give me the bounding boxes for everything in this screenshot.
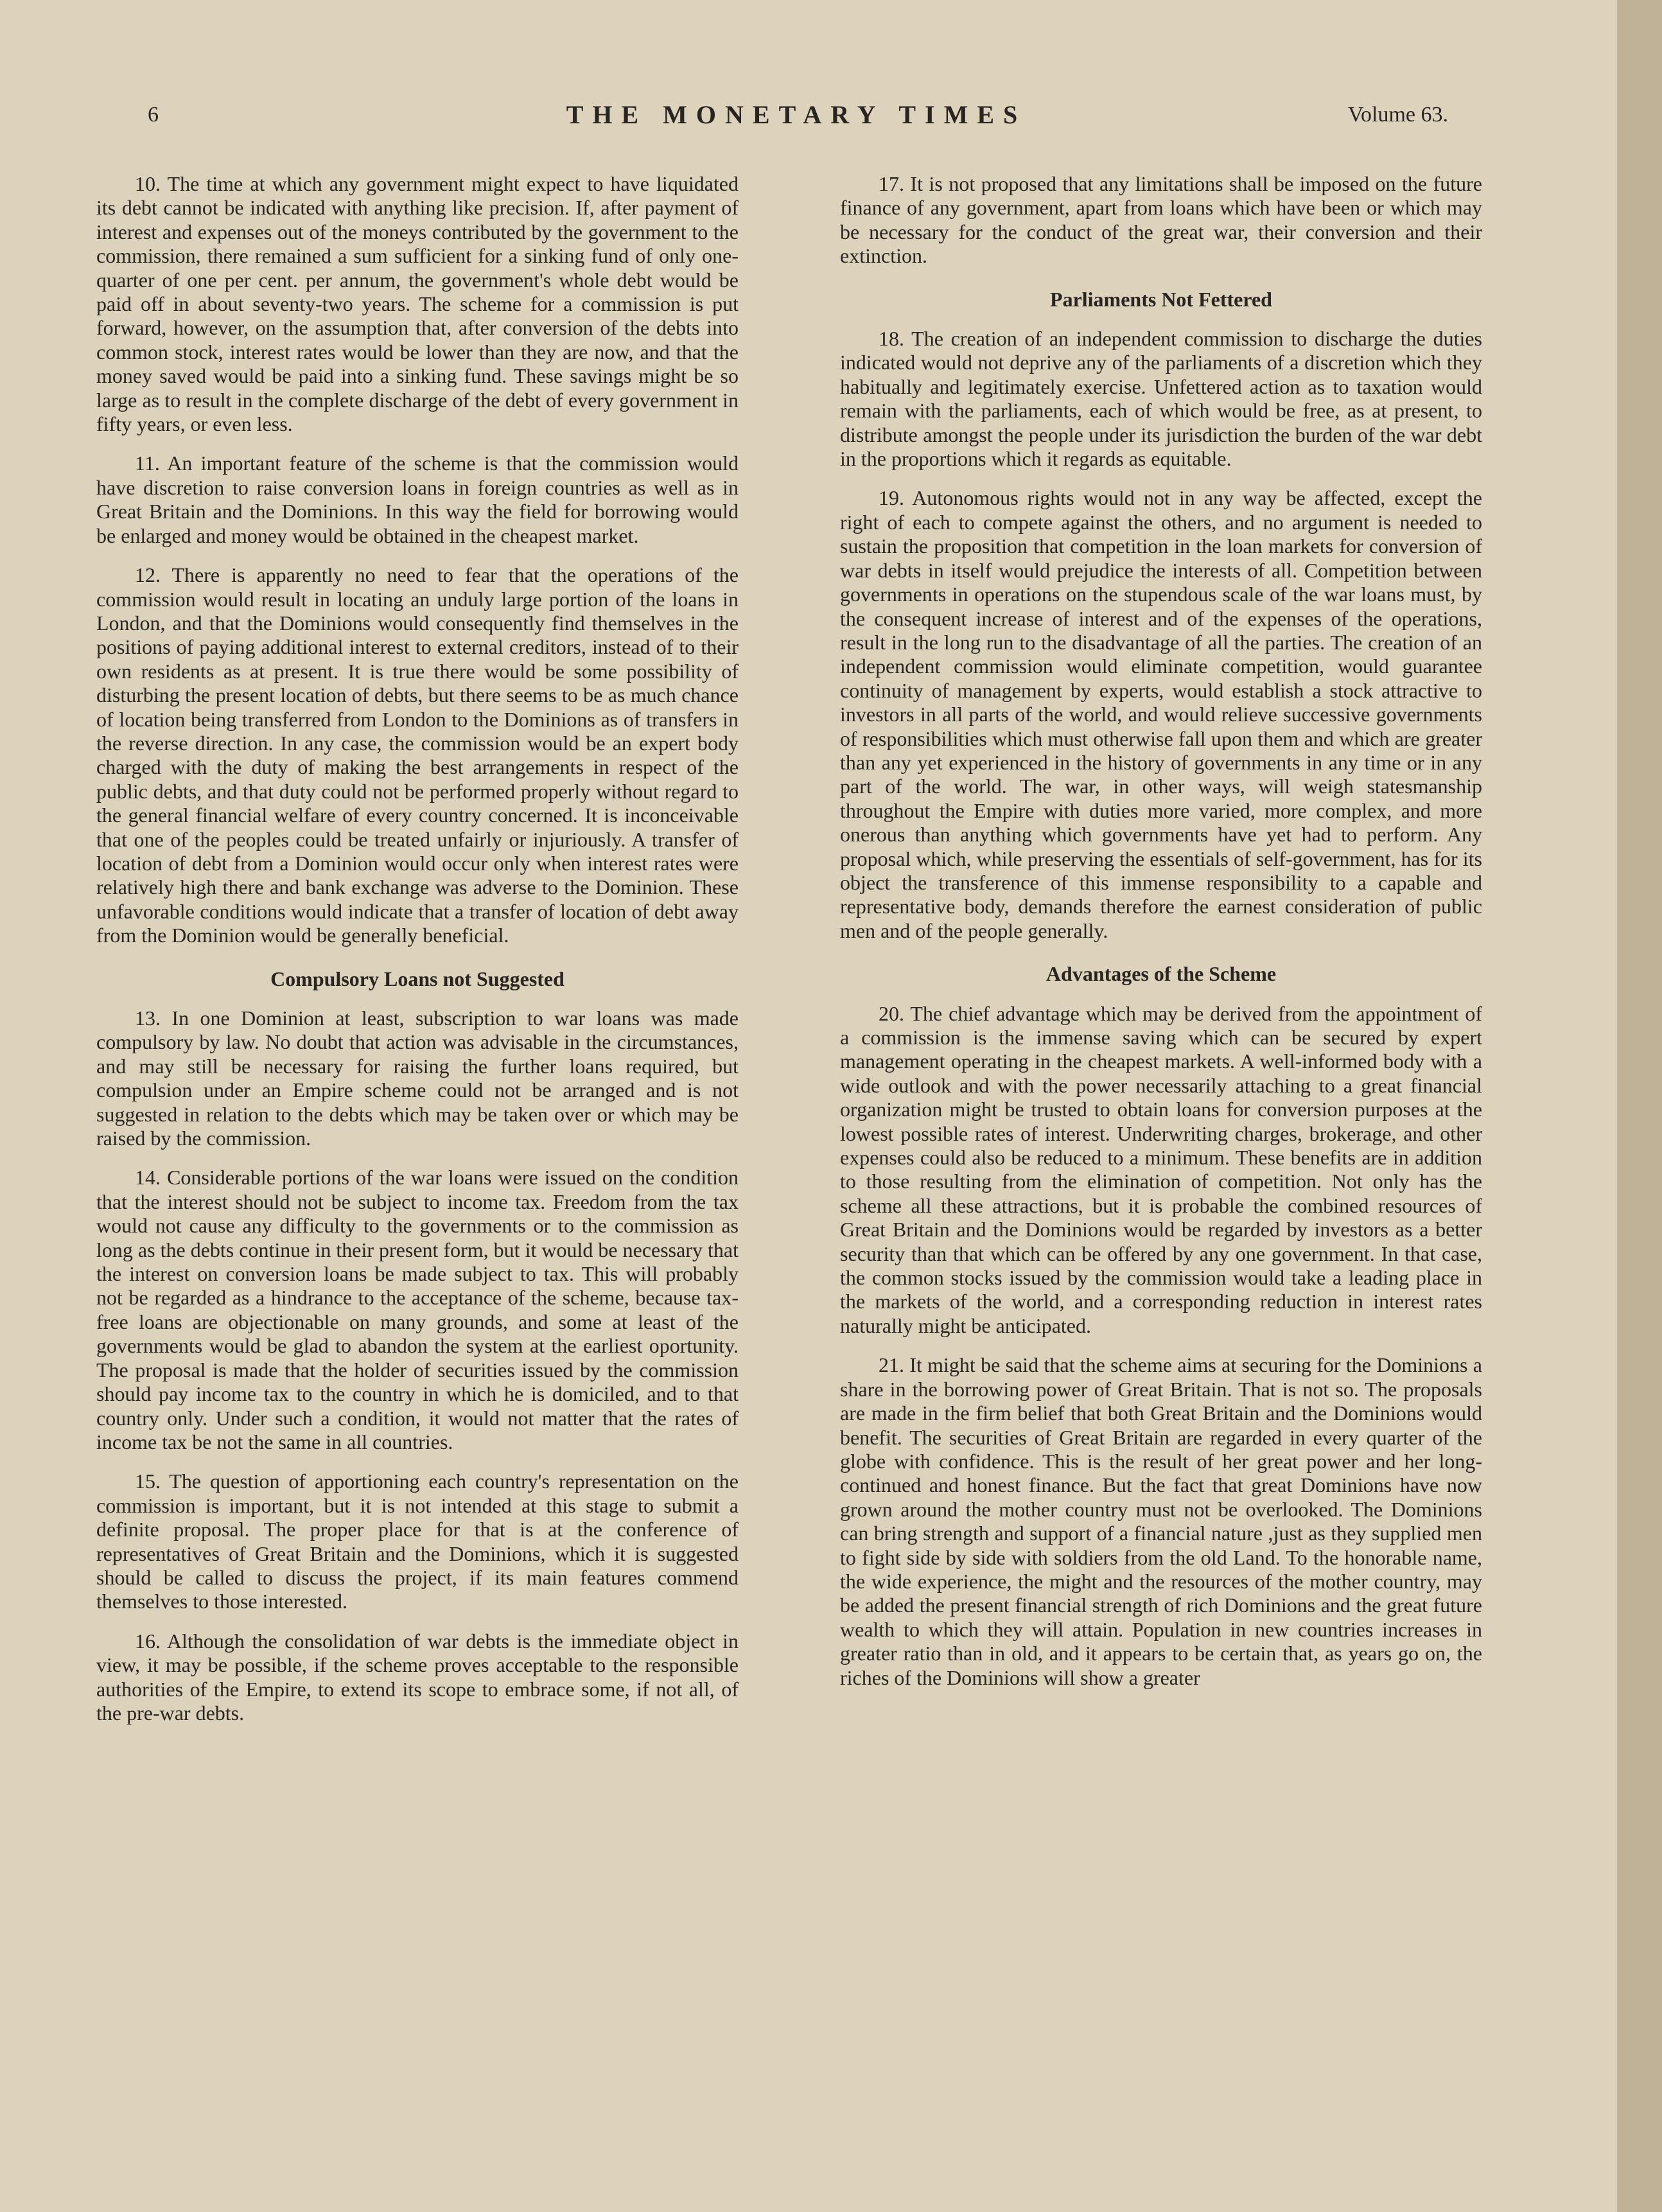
left-column: [96, 172, 739, 1741]
paragraph-21: 21. It might be said that the scheme aims at securing for the Dominions a share in the borrowing power of Great Britain. That is not so. The proposals are made in the firm belief that both Great Britain and the Dominions would benefit. The securities of Great Britain are regarded in every quarter of the globe with confidence. This is the result of her great power and her long-continued and honest finance. But the fact that great Dominions have now grown around the mother country must not be overlooked. The Dominions can bring strength and support of a financial nature ,just as they supplied men to fight side by side with soldiers from the old Land. To the honorable name, the wide experience, the might and the resources of the mother country, may be added the present financial strength of rich Dominions and the great future wealth to which they will attain. Population in new countries increases in greater ratio than in old, and it appears to be certain that, as years go on, the riches of the Dominions will show a greater: [840, 1353, 1482, 1689]
right-column: [840, 172, 1482, 1705]
paragraph-14: 14. Considerable portions of the war loans were issued on the condition that the interest should not be subject to income tax. Freedom from the tax would not cause any difficulty to the governments or to the commission as long as the debts continue in their present form, but it would be necessary that the interest on conversion loans be made subject to tax. This will probably not be regarded as a hindrance to the acceptance of the scheme, because tax-free loans are objectionable on many grounds, and some at least of the governments would be glad to abandon the system at the earliest oportunity. The proposal is made that the holder of securities issued by the commission should pay income tax to the country in which he is domiciled, and to that country only. Under such a condition, it would not matter that the rates of income tax be not the same in all countries.: [96, 1166, 739, 1453]
publication-title: THE MONETARY TIMES: [566, 100, 1027, 129]
paragraph-18: 18. The creation of an independent commission to discharge the duties indicated would not deprive any of the parliaments of a discretion which they habitually and legitimately exercise. Unfettered action as to taxation would remain with the parliaments, each of which would be free, as at present, to distribute amongst the people under its jurisdiction the burden of the war debt in the proportions which it regards as equitable.: [840, 327, 1482, 471]
page-number: 6: [148, 103, 159, 127]
paragraph-12: 12. There is apparently no need to fear that the operations of the commission would result in locating an unduly large portion of the loans in London, and that the Dominions would consequently find themselves in the positions of paying additional interest to external creditors, instead of to their own residents as at present. It is true there would be some possibility of disturbing the present location of debts, but there seems to be as much chance of location being transferred from London to the Dominions as of transfers in the reverse direction. In any case, the commission would be an expert body charged with the duty of making the best arrangements in respect of the public debts, and that duty could not be performed properly without regard to the general financial welfare of every country concerned. It is inconceivable that one of the peoples could be treated unfairly or injuriously. A transfer of location of debt from a Dominion would occur only when interest rates were relatively high there and bank exchange was adverse to the Dominion. These unfavorable conditions would indicate that a transfer of location of debt away from the Dominion would be generally beneficial.: [96, 563, 739, 947]
page-edge: [1617, 0, 1662, 2212]
page-header: [144, 96, 1448, 141]
paragraph-16: 16. Although the consolidation of war debts is the immediate object in view, it may be possible, if the scheme proves acceptable to the responsible authorities of the Empire, to extend its scope to embrace some, if not all, of the pre-war debts.: [96, 1629, 739, 1725]
paragraph-19: 19. Autonomous rights would not in any way be affected, except the right of each to compete against the others, and no argument is needed to sustain the proposition that competition in the loan markets for conversion of war debts in itself would prejudice the interests of all. Competition between governments in operations on the stupendous scale of the war loans must, by the consequent increase of interest and of the expenses of the operations, result in the long run to the disadvantage of all the parties. The creation of an independent commission would eliminate competition, would guarantee continuity of management by experts, would establish a stock attractive to investors in all parts of the world, and would relieve successive governments of responsibilities which must otherwise fall upon them and which are greater than any yet experienced in the history of governments in any time or in any part of the world. The war, in other ways, will weigh statesmanship throughout the Empire with duties more varied, more complex, and more onerous than anything which governments have yet had to perform. Any proposal which, while preserving the essentials of self-government, has for its object the transference of this immense responsibility to a capable and representative body, demands therefore the earnest consideration of public men and of the people generally.: [840, 486, 1482, 942]
section-heading-advantages: Advantages of the Scheme: [1045, 962, 1277, 986]
paragraph-11: 11. An important feature of the scheme is that the commission would have discretion to raise conversion loans in foreign countries as well as in Great Britain and the Dominions. In this way the field for borrowing would be enlarged and money would be obtained in the cheapest market.: [96, 452, 739, 547]
paragraph-17: 17. It is not proposed that any limitations shall be imposed on the future finance of any government, apart from loans which have been or which may be necessary for the conduct of the great war, their conversion and their extinction.: [840, 172, 1482, 268]
section-heading-parliaments: Parliaments Not Fettered: [1050, 287, 1272, 311]
paragraph-13: 13. In one Dominion at least, subscription to war loans was made compulsory by law. No doubt that action was advisable in the circumstances, and may still be necessary for raising the further loans required, but compulsion under an Empire scheme could not be arranged and is not suggested in relation to the debts which may be taken over or which may be raised by the commission.: [96, 1006, 739, 1150]
volume-label: Volume 63.: [1347, 103, 1448, 127]
paragraph-15: 15. The question of apportioning each country's representation on the commission is important, but it is not intended at this stage to submit a definite proposal. The proper place for that is at the conference of representatives of Great Britain and the Dominions, which it is suggested should be called to discuss the project, if its main features commend themselves to those interested.: [96, 1470, 739, 1613]
paragraph-10: 10. The time at which any government might expect to have liquidated its debt cannot be indicated with anything like precision. If, after payment of interest and expenses out of the moneys contributed by the government to the commission, there remained a sum sufficient for a sinking fund of only one-quarter of one per cent. per annum, the government's whole debt would be paid off in about seventy-two years. The scheme for a commission is put forward, however, on the assumption that, after conversion of the debts into common stock, interest rates would be lower than they are now, and that the money saved would be paid into a sinking fund. These savings might be so large as to result in the complete discharge of the debt of every government in fifty years, or even less.: [96, 172, 739, 436]
section-heading-compulsory-loans: Compulsory Loans not Suggested: [270, 967, 564, 990]
paragraph-20: 20. The chief advantage which may be derived from the appointment of a commission is the immense saving which can be secured by expert management operating in the cheapest markets. A well-informed body with a wide outlook and with the power necessarily attaching to a great financial organization might be trusted to obtain loans for conversion purposes at the lowest possible rates of interest. Underwriting charges, brokerage, and other expenses could also be reduced to a minimum. These benefits are in addition to those resulting from the elimination of competition. Not only has the scheme all these attractions, but it is probable the combined resources of Great Britain and the Dominions would be regarded by investors as a better security than that which can be offered by any one government. In that case, the common stocks issued by the commission would take a leading place in the markets of the world, and a corresponding reduction in interest rates naturally might be anticipated.: [840, 1001, 1482, 1337]
